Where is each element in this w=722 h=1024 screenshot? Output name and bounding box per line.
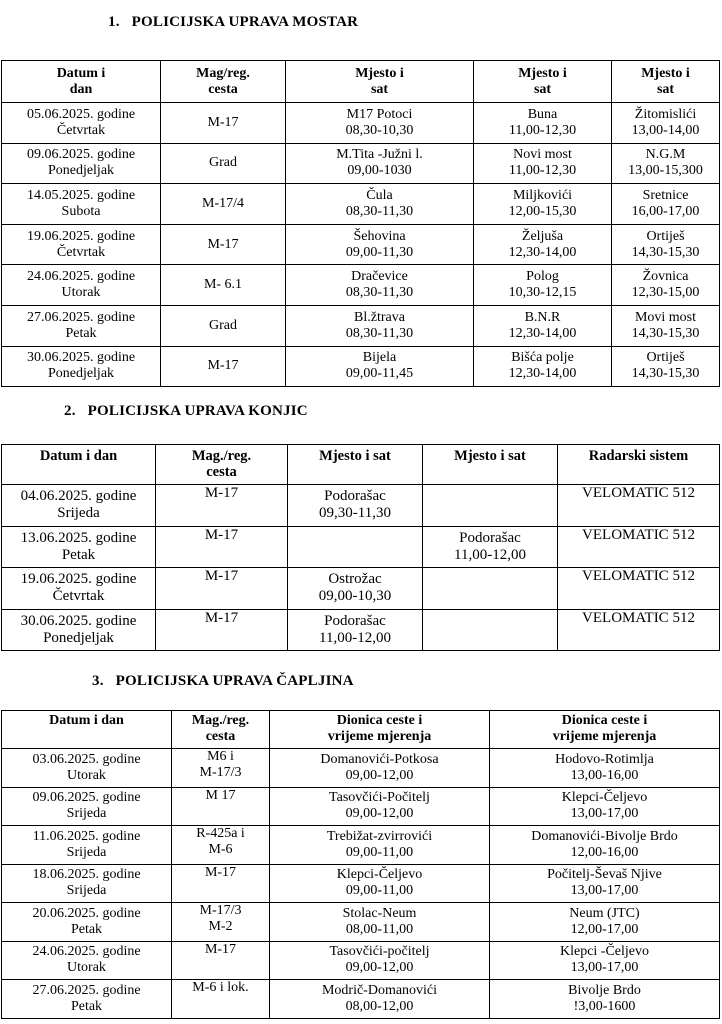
table-row: [2, 305, 720, 346]
cell-text: 09,00-12,00: [345, 960, 414, 976]
cell-text: R-425a i: [196, 826, 245, 841]
cell-text: Subota: [61, 203, 101, 219]
cell-text: !3,00-1600: [573, 998, 636, 1014]
cell-text: M-6 i lok.: [192, 980, 249, 995]
cell-text: 27.06.2025. godine: [32, 982, 141, 998]
table-row: [2, 787, 720, 826]
cell-text: Bl.žtrava: [354, 309, 405, 325]
table-row: [2, 864, 720, 903]
place-2-cell: [474, 143, 612, 184]
section1-heading: [108, 14, 358, 31]
header-place-3: Mjesto i sat: [612, 61, 720, 103]
cell-text: Ponedjeljak: [47, 366, 115, 382]
cell-text: 16,00-17,00: [631, 203, 700, 219]
date-cell: [2, 980, 172, 1019]
cell-text: M-17: [204, 526, 239, 543]
place-3-cell: [612, 103, 720, 144]
place-3-cell: [612, 346, 720, 387]
cell-text: 12,00-16,00: [570, 844, 639, 860]
section1-number: 1.: [108, 14, 120, 30]
section3-title: POLICIJSKA UPRAVA ČAPLJINA: [115, 673, 354, 689]
cell-text: 24.06.2025. godine: [26, 269, 136, 285]
cell-text: Utorak: [67, 767, 106, 783]
place-3-cell: [612, 265, 720, 306]
cell-text: 11,00-12,00: [454, 546, 526, 563]
cell-text: 12,30-14,00: [508, 244, 577, 260]
place-3-cell: [612, 184, 720, 225]
cell-text: B.N.R: [524, 309, 561, 325]
date-cell: [2, 941, 172, 980]
table-header-row: [2, 711, 720, 749]
cell-text: M-17: [204, 941, 237, 957]
date-cell: [2, 526, 156, 568]
cell-text: Petak: [61, 546, 96, 563]
cell-text: M-17/4: [202, 195, 244, 211]
cell-text: Žovnica: [642, 269, 689, 285]
section-1-cell: [270, 864, 490, 903]
cell-text: 09,00-10,30: [318, 588, 392, 605]
cell-text: Miljkovići: [512, 187, 573, 203]
cell-text: M-17: [207, 236, 239, 252]
cell-text: Bivolje Brdo: [568, 982, 641, 998]
cell-text: 09,00-11,30: [345, 244, 414, 260]
konjic-table: [1, 444, 720, 651]
cell-text: Tasovčići-počitelj: [329, 944, 430, 960]
cell-text: 08,00-12,00: [345, 998, 414, 1014]
place-1-cell: [286, 143, 474, 184]
cell-text: 09,00-11,00: [345, 883, 414, 899]
road-cell: [156, 526, 288, 568]
cell-text: 13,00-17,00: [570, 960, 639, 976]
cell-text: 14,30-15,30: [631, 366, 700, 382]
cell-text: M-17: [204, 568, 239, 584]
cell-text: M-17/3: [199, 903, 242, 918]
cell-text: Srijeda: [57, 505, 100, 522]
header-road: Mag./reg. cesta: [172, 711, 270, 749]
cell-text: 18.06.2025. godine: [32, 867, 141, 883]
road-cell: [172, 903, 270, 942]
table-row: [2, 609, 720, 651]
cell-text: Modrič-Domanovići: [321, 982, 438, 998]
date-cell: [2, 864, 172, 903]
cell-text: M-17/3: [199, 765, 242, 780]
cell-text: Trebižat-zvirrovići: [326, 828, 433, 844]
cell-text: 12,00-15,30: [508, 203, 577, 219]
cell-text: Grad: [209, 155, 237, 171]
cell-text: Srijeda: [66, 844, 107, 860]
cell-text: Utorak: [61, 285, 101, 301]
cell-text: 09,00-11,45: [345, 366, 414, 382]
cell-text: 14,30-15,30: [631, 244, 700, 260]
place-1-cell: [286, 103, 474, 144]
date-cell: [2, 346, 161, 387]
road-cell: [161, 103, 286, 144]
cell-text: 10,30-12,15: [508, 285, 577, 301]
header-date: Datum i dan: [2, 61, 161, 103]
place-2-cell: [474, 224, 612, 265]
cell-text: Domanovići-Potkosa: [320, 751, 439, 767]
cell-text: 19.06.2025. godine: [20, 571, 137, 588]
cell-text: M17 Potoci: [346, 106, 413, 122]
cell-text: 27.06.2025. godine: [26, 309, 136, 325]
place-2-cell: [474, 305, 612, 346]
cell-text: M6 i: [207, 749, 234, 764]
place-1-cell: [286, 346, 474, 387]
header-place-1: Mjesto i sat: [288, 445, 423, 485]
table-row: [2, 980, 720, 1019]
table-row: [2, 485, 720, 527]
cell-text: Ponedjeljak: [43, 629, 114, 646]
place-2-cell: [423, 609, 558, 651]
header-place-1: Mjesto i sat: [286, 61, 474, 103]
cell-text: 03.06.2025. godine: [32, 751, 141, 767]
date-cell: [2, 568, 156, 610]
section2-heading: [64, 403, 308, 420]
place-2-cell: [474, 265, 612, 306]
capljina-table: [1, 710, 720, 1019]
cell-text: 08,30-11,30: [345, 325, 414, 341]
place-1-cell: [286, 265, 474, 306]
radar-cell: [558, 526, 720, 568]
section3-heading: [92, 673, 354, 690]
cell-text: 05.06.2025. godine: [26, 106, 136, 122]
place-1-cell: [288, 568, 423, 610]
cell-text: 13,00-17,00: [570, 883, 639, 899]
cell-text: Neum (JTC): [569, 905, 640, 921]
section-2-cell: [490, 826, 720, 865]
cell-text: 09,00-12,00: [345, 806, 414, 822]
place-2-cell: [423, 568, 558, 610]
section2-title: POLICIJSKA UPRAVA KONJIC: [87, 403, 308, 419]
cell-text: Polog: [526, 269, 559, 285]
table-header-row: [2, 61, 720, 103]
section-2-cell: [490, 903, 720, 942]
road-cell: [161, 265, 286, 306]
road-cell: [161, 346, 286, 387]
place-1-cell: [286, 224, 474, 265]
road-cell: [156, 485, 288, 527]
cell-text: M-6: [208, 842, 233, 857]
cell-text: Utorak: [67, 960, 106, 976]
place-3-cell: [612, 305, 720, 346]
section-2-cell: [490, 749, 720, 788]
cell-text: Novi most: [513, 147, 572, 163]
section-2-cell: [490, 787, 720, 826]
road-cell: [172, 749, 270, 788]
section-1-cell: [270, 980, 490, 1019]
cell-text: Počitelj-Ševaš Njive: [547, 867, 662, 883]
cell-text: 24.06.2025. godine: [32, 944, 141, 960]
cell-text: Petak: [70, 921, 103, 937]
header-date: Datum i dan: [2, 711, 172, 749]
date-cell: [2, 609, 156, 651]
cell-text: M-17: [207, 358, 239, 374]
cell-text: VELOMATIC 512: [582, 568, 695, 584]
cell-text: Šehovina: [353, 228, 406, 244]
cell-text: Stolac-Neum: [342, 905, 417, 921]
date-cell: [2, 265, 161, 306]
table-row: [2, 346, 720, 387]
cell-text: Ponedjeljak: [47, 163, 115, 179]
table-row: [2, 265, 720, 306]
cell-text: VELOMATIC 512: [582, 526, 695, 543]
cell-text: Žitomislići: [634, 106, 697, 122]
radar-cell: [558, 485, 720, 527]
cell-text: N.G.M: [645, 147, 686, 163]
cell-text: 11,00-12,30: [508, 122, 577, 138]
cell-text: M-2: [208, 919, 233, 934]
cell-text: 19.06.2025. godine: [26, 228, 136, 244]
road-cell: [172, 826, 270, 865]
date-cell: [2, 143, 161, 184]
road-cell: [156, 568, 288, 610]
date-cell: [2, 903, 172, 942]
cell-text: 12,30-14,00: [508, 325, 577, 341]
place-1-cell: [286, 184, 474, 225]
place-1-cell: [288, 485, 423, 527]
cell-text: 08,30-10,30: [345, 122, 414, 138]
cell-text: 30.06.2025. godine: [26, 350, 136, 366]
cell-text: 09,00-11,00: [345, 844, 414, 860]
cell-text: VELOMATIC 512: [582, 485, 695, 501]
cell-text: Četvrtak: [56, 244, 106, 260]
cell-text: Petak: [65, 325, 97, 341]
date-cell: [2, 749, 172, 788]
section-2-cell: [490, 941, 720, 980]
cell-text: Ostrožac: [328, 571, 382, 588]
cell-text: Movi most: [634, 309, 697, 325]
cell-text: Buna: [527, 106, 558, 122]
cell-text: 08,30-11,30: [345, 203, 414, 219]
road-cell: [172, 787, 270, 826]
cell-text: Srijeda: [66, 806, 107, 822]
table-row: [2, 749, 720, 788]
place-2-cell: [474, 184, 612, 225]
date-cell: [2, 485, 156, 527]
cell-text: Dračevice: [351, 269, 408, 285]
table-row: [2, 103, 720, 144]
section-1-cell: [270, 826, 490, 865]
cell-text: 11.06.2025. godine: [32, 828, 141, 844]
cell-text: M-17: [204, 485, 239, 501]
cell-text: M- 6.1: [203, 277, 243, 293]
cell-text: 13,00-16,00: [570, 767, 639, 783]
section-1-cell: [270, 787, 490, 826]
header-radar: Radarski sistem: [558, 445, 720, 485]
road-cell: [161, 143, 286, 184]
cell-text: 12,30-15,00: [631, 285, 700, 301]
cell-text: Bišća polje: [511, 350, 574, 366]
cell-text: 14,30-15,30: [631, 325, 700, 341]
cell-text: Podorašac: [324, 488, 386, 505]
section-1-cell: [270, 749, 490, 788]
cell-text: Ortiješ: [646, 228, 685, 244]
cell-text: 08,30-11,30: [345, 285, 414, 301]
table-header-row: [2, 445, 720, 485]
place-1-cell: [288, 526, 423, 568]
date-cell: [2, 184, 161, 225]
cell-text: Tasovčići-Počitelj: [329, 790, 430, 806]
place-1-cell: [286, 305, 474, 346]
table-row: [2, 941, 720, 980]
cell-text: Klepci-Čeljevo: [561, 790, 648, 806]
cell-text: Sretnice: [642, 187, 689, 203]
cell-text: 09,00-1030: [347, 163, 412, 179]
header-place-2: Mjesto i sat: [423, 445, 558, 485]
cell-text: 09,00-12,00: [345, 767, 414, 783]
date-cell: [2, 305, 161, 346]
road-cell: [172, 980, 270, 1019]
cell-text: Čula: [366, 187, 393, 203]
section2-number: 2.: [64, 403, 76, 419]
place-3-cell: [612, 224, 720, 265]
cell-text: Četvrtak: [56, 122, 106, 138]
header-road: Mag./reg. cesta: [156, 445, 288, 485]
table-row: [2, 826, 720, 865]
cell-text: M-17: [207, 114, 239, 130]
cell-text: 04.06.2025. godine: [20, 488, 137, 505]
place-2-cell: [474, 103, 612, 144]
cell-text: 14.05.2025. godine: [26, 187, 136, 203]
table-row: [2, 224, 720, 265]
cell-text: Domanovići-Bivolje Brdo: [531, 828, 678, 844]
section-1-cell: [270, 941, 490, 980]
cell-text: 30.06.2025. godine: [20, 612, 137, 629]
place-3-cell: [612, 143, 720, 184]
table-row: [2, 568, 720, 610]
place-1-cell: [288, 609, 423, 651]
cell-text: Klepci-Čeljevo: [336, 867, 423, 883]
road-cell: [161, 184, 286, 225]
table-row: [2, 184, 720, 225]
date-cell: [2, 826, 172, 865]
radar-cell: [558, 609, 720, 651]
header-section-2: Dionica ceste i vrijeme mjerenja: [490, 711, 720, 749]
date-cell: [2, 224, 161, 265]
cell-text: M 17: [205, 787, 236, 803]
road-cell: [156, 609, 288, 651]
cell-text: M-17: [204, 864, 237, 880]
section1-title: POLICIJSKA UPRAVA MOSTAR: [131, 14, 359, 30]
cell-text: 12,00-17,00: [570, 921, 639, 937]
cell-text: Podorašac: [459, 529, 521, 546]
cell-text: 11,00-12,00: [319, 629, 391, 646]
cell-text: Petak: [70, 998, 103, 1014]
cell-text: Klepci -Čeljevo: [559, 944, 650, 960]
place-2-cell: [423, 485, 558, 527]
cell-text: Srijeda: [66, 883, 107, 899]
cell-text: 12,30-14,00: [508, 366, 577, 382]
cell-text: 09.06.2025. godine: [26, 147, 136, 163]
date-cell: [2, 103, 161, 144]
cell-text: Bijela: [362, 350, 397, 366]
header-date: Datum i dan: [2, 445, 156, 485]
cell-text: VELOMATIC 512: [582, 609, 695, 626]
header-place-2: Mjesto i sat: [474, 61, 612, 103]
cell-text: M.Tita -Južni l.: [336, 147, 423, 163]
cell-text: 09,30-11,30: [319, 505, 391, 522]
section-2-cell: [490, 980, 720, 1019]
date-cell: [2, 787, 172, 826]
cell-text: 13,00-15,300: [628, 163, 703, 179]
cell-text: 20.06.2025. godine: [32, 905, 141, 921]
table-row: [2, 143, 720, 184]
road-cell: [161, 224, 286, 265]
mostar-table: [1, 60, 720, 387]
place-2-cell: [474, 346, 612, 387]
cell-text: Hodovo-Rotimlja: [555, 751, 654, 767]
section3-number: 3.: [92, 673, 104, 689]
cell-text: 09.06.2025. godine: [32, 790, 141, 806]
cell-text: 13,00-17,00: [570, 806, 639, 822]
cell-text: Ortiješ: [646, 350, 685, 366]
cell-text: M-17: [204, 609, 239, 626]
road-cell: [172, 864, 270, 903]
cell-text: Željuša: [521, 228, 564, 244]
place-2-cell: [423, 526, 558, 568]
section-2-cell: [490, 864, 720, 903]
cell-text: 08,00-11,00: [345, 921, 414, 937]
table-row: [2, 903, 720, 942]
cell-text: 13,00-14,00: [631, 122, 700, 138]
cell-text: 13.06.2025. godine: [20, 529, 137, 546]
header-road: Mag/reg. cesta: [161, 61, 286, 103]
table-row: [2, 526, 720, 568]
header-section-1: Dionica ceste i vrijeme mjerenja: [270, 711, 490, 749]
cell-text: Grad: [209, 317, 237, 333]
road-cell: [161, 305, 286, 346]
road-cell: [172, 941, 270, 980]
cell-text: 11,00-12,30: [508, 163, 577, 179]
radar-cell: [558, 568, 720, 610]
section-1-cell: [270, 903, 490, 942]
cell-text: Podorašac: [324, 612, 386, 629]
cell-text: Četvrtak: [52, 588, 105, 605]
